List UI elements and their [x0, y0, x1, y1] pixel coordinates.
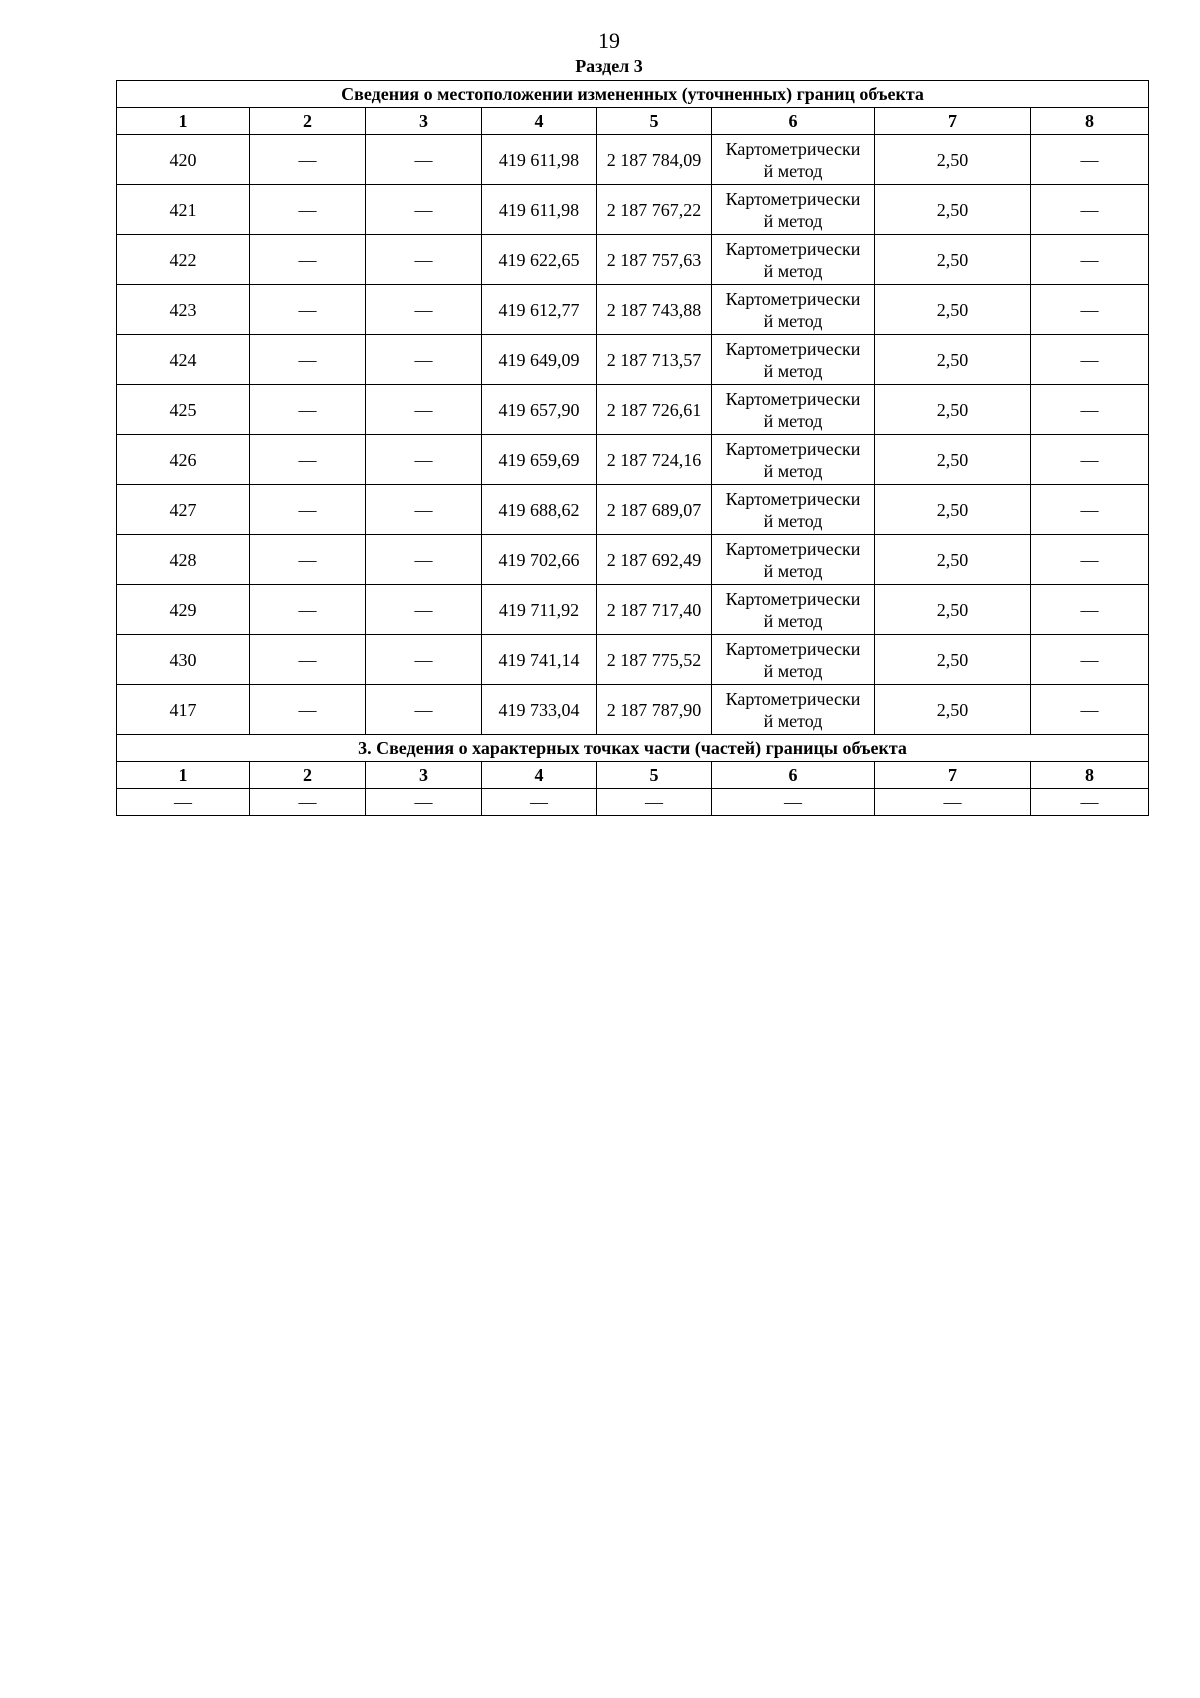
table-row: [117, 285, 1149, 335]
table-cell: 2,50: [875, 535, 1031, 585]
table-cell: —: [366, 535, 482, 585]
table-cell: 430: [117, 635, 250, 685]
section-title: Раздел 3: [575, 56, 643, 76]
table-cell: —: [1031, 235, 1149, 285]
method-text-line2: й метод: [763, 610, 823, 631]
table-cell: —: [712, 789, 875, 816]
table-cell: —: [1031, 685, 1149, 735]
method-text-line1: Картометрически: [725, 588, 861, 609]
method-cell: [712, 285, 875, 335]
table-cell: —: [1031, 385, 1149, 435]
table1-title-row: [117, 81, 1149, 108]
method-cell: [712, 485, 875, 535]
table-cell: —: [250, 585, 366, 635]
table-cell: 419 711,92: [482, 585, 597, 635]
column-number: 4: [482, 108, 597, 135]
page-number: 19: [598, 28, 620, 53]
table-cell: —: [250, 135, 366, 185]
table-cell: —: [1031, 185, 1149, 235]
table-row: [117, 235, 1149, 285]
column-number: 5: [597, 762, 712, 789]
table-cell: 419 659,69: [482, 435, 597, 485]
method-text-line1: Картометрически: [725, 438, 861, 459]
column-number: 2: [250, 108, 366, 135]
table-cell: 2,50: [875, 435, 1031, 485]
table-cell: —: [366, 135, 482, 185]
method-text-line1: Картометрически: [725, 238, 861, 259]
table-cell: —: [366, 285, 482, 335]
table-cell: —: [366, 435, 482, 485]
table-cell: 2,50: [875, 585, 1031, 635]
column-number: 7: [875, 762, 1031, 789]
table-cell: —: [1031, 285, 1149, 335]
table-cell: —: [250, 435, 366, 485]
table-cell: 2,50: [875, 135, 1031, 185]
table-cell: 2 187 689,07: [597, 485, 712, 535]
method-text-line2: й метод: [763, 310, 823, 331]
method-text-line1: Картометрически: [725, 688, 861, 709]
table-cell: 419 622,65: [482, 235, 597, 285]
table-cell: 2 187 724,16: [597, 435, 712, 485]
method-text-line2: й метод: [763, 460, 823, 481]
table-cell: 419 733,04: [482, 685, 597, 735]
method-text-line2: й метод: [763, 710, 823, 731]
table-row: [117, 585, 1149, 635]
method-text-line1: Картометрически: [725, 538, 861, 559]
method-text-line2: й метод: [763, 560, 823, 581]
table-cell: —: [366, 185, 482, 235]
method-text-line2: й метод: [763, 510, 823, 531]
table-cell: 420: [117, 135, 250, 185]
table-cell: —: [117, 789, 250, 816]
table-cell: 419 611,98: [482, 185, 597, 235]
column-number: 3: [366, 108, 482, 135]
method-cell: [712, 685, 875, 735]
table-cell: 419 611,98: [482, 135, 597, 185]
table-cell: —: [1031, 135, 1149, 185]
table-cell: —: [1031, 435, 1149, 485]
table-row: [117, 535, 1149, 585]
table-cell: —: [366, 235, 482, 285]
method-cell: [712, 585, 875, 635]
method-text-line1: Картометрически: [725, 388, 861, 409]
table-row: [117, 485, 1149, 535]
table-cell: 2 187 775,52: [597, 635, 712, 685]
method-cell: [712, 385, 875, 435]
table-cell: —: [875, 789, 1031, 816]
table-cell: —: [250, 385, 366, 435]
table-row: [117, 135, 1149, 185]
column-number: 6: [712, 108, 875, 135]
table-cell: 419 649,09: [482, 335, 597, 385]
table-cell: 429: [117, 585, 250, 635]
table-cell: —: [250, 789, 366, 816]
column-number: 4: [482, 762, 597, 789]
table-cell: 2 187 726,61: [597, 385, 712, 435]
table-body: [117, 81, 1149, 816]
table-cell: —: [366, 335, 482, 385]
table-cell: 419 702,66: [482, 535, 597, 585]
table-cell: 2,50: [875, 635, 1031, 685]
table-cell: 2,50: [875, 235, 1031, 285]
method-cell: [712, 185, 875, 235]
table-cell: 2 187 743,88: [597, 285, 712, 335]
table-cell: 2 187 787,90: [597, 685, 712, 735]
table-cell: —: [366, 789, 482, 816]
method-text-line2: й метод: [763, 260, 823, 281]
table-row: [117, 435, 1149, 485]
table-cell: 426: [117, 435, 250, 485]
method-text-line1: Картометрически: [725, 338, 861, 359]
table-cell: 2,50: [875, 385, 1031, 435]
method-cell: [712, 435, 875, 485]
table-cell: —: [366, 385, 482, 435]
table-cell: —: [1031, 789, 1149, 816]
table-cell: 2 187 784,09: [597, 135, 712, 185]
table2-empty-row: [117, 789, 1149, 816]
method-text-line1: Картометрически: [725, 138, 861, 159]
column-number: 6: [712, 762, 875, 789]
table-cell: 2 187 713,57: [597, 335, 712, 385]
column-number: 7: [875, 108, 1031, 135]
column-number: 2: [250, 762, 366, 789]
table2-title: 3. Сведения о характерных точках части (частей) границы объекта: [117, 735, 1149, 762]
column-number: 8: [1031, 108, 1149, 135]
table-cell: —: [597, 789, 712, 816]
method-text-line2: й метод: [763, 210, 823, 231]
table-cell: 425: [117, 385, 250, 435]
method-text-line2: й метод: [763, 360, 823, 381]
boundary-table: [116, 80, 1149, 816]
method-cell: [712, 235, 875, 285]
table-cell: 419 657,90: [482, 385, 597, 435]
table-cell: 2 187 767,22: [597, 185, 712, 235]
table-cell: 417: [117, 685, 250, 735]
table-cell: —: [1031, 635, 1149, 685]
table-cell: 2,50: [875, 685, 1031, 735]
table-row: [117, 335, 1149, 385]
method-text-line1: Картометрически: [725, 288, 861, 309]
table-cell: —: [250, 185, 366, 235]
table-cell: —: [1031, 585, 1149, 635]
table-cell: —: [250, 635, 366, 685]
column-number: 8: [1031, 762, 1149, 789]
table-cell: —: [250, 535, 366, 585]
table-cell: —: [366, 635, 482, 685]
table-cell: —: [250, 685, 366, 735]
table-cell: 2,50: [875, 185, 1031, 235]
table-cell: 2,50: [875, 485, 1031, 535]
table-row: [117, 185, 1149, 235]
table-cell: 419 612,77: [482, 285, 597, 335]
method-text-line1: Картометрически: [725, 638, 861, 659]
table-cell: —: [250, 335, 366, 385]
table-cell: 419 741,14: [482, 635, 597, 685]
table2-column-numbers: [117, 762, 1149, 789]
table-cell: —: [366, 485, 482, 535]
table-cell: 2 187 692,49: [597, 535, 712, 585]
column-number: 3: [366, 762, 482, 789]
table-cell: —: [1031, 485, 1149, 535]
table-cell: —: [1031, 535, 1149, 585]
table-row: [117, 685, 1149, 735]
table-cell: 2 187 757,63: [597, 235, 712, 285]
table1-column-numbers: [117, 108, 1149, 135]
table-cell: 422: [117, 235, 250, 285]
method-cell: [712, 635, 875, 685]
table-cell: —: [1031, 335, 1149, 385]
table-cell: —: [366, 685, 482, 735]
method-cell: [712, 535, 875, 585]
table-cell: 424: [117, 335, 250, 385]
table-cell: —: [250, 235, 366, 285]
table-cell: 2 187 717,40: [597, 585, 712, 635]
method-text-line2: й метод: [763, 160, 823, 181]
table-cell: 419 688,62: [482, 485, 597, 535]
column-number: 1: [117, 108, 250, 135]
table-row: [117, 635, 1149, 685]
table-cell: 428: [117, 535, 250, 585]
table-row: [117, 385, 1149, 435]
method-text-line1: Картометрически: [725, 188, 861, 209]
table-cell: 427: [117, 485, 250, 535]
table2-title-row: [117, 735, 1149, 762]
method-text-line1: Картометрически: [725, 488, 861, 509]
table-cell: 423: [117, 285, 250, 335]
method-cell: [712, 335, 875, 385]
column-number: 5: [597, 108, 712, 135]
column-number: 1: [117, 762, 250, 789]
table-cell: —: [250, 485, 366, 535]
table-cell: 2,50: [875, 335, 1031, 385]
table-cell: —: [482, 789, 597, 816]
table1-title: Сведения о местоположении измененных (уточненных) границ объекта: [117, 81, 1149, 108]
table-cell: 421: [117, 185, 250, 235]
table-cell: 2,50: [875, 285, 1031, 335]
method-text-line2: й метод: [763, 410, 823, 431]
method-cell: [712, 135, 875, 185]
table-cell: —: [366, 585, 482, 635]
table-cell: —: [250, 285, 366, 335]
method-text-line2: й метод: [763, 660, 823, 681]
